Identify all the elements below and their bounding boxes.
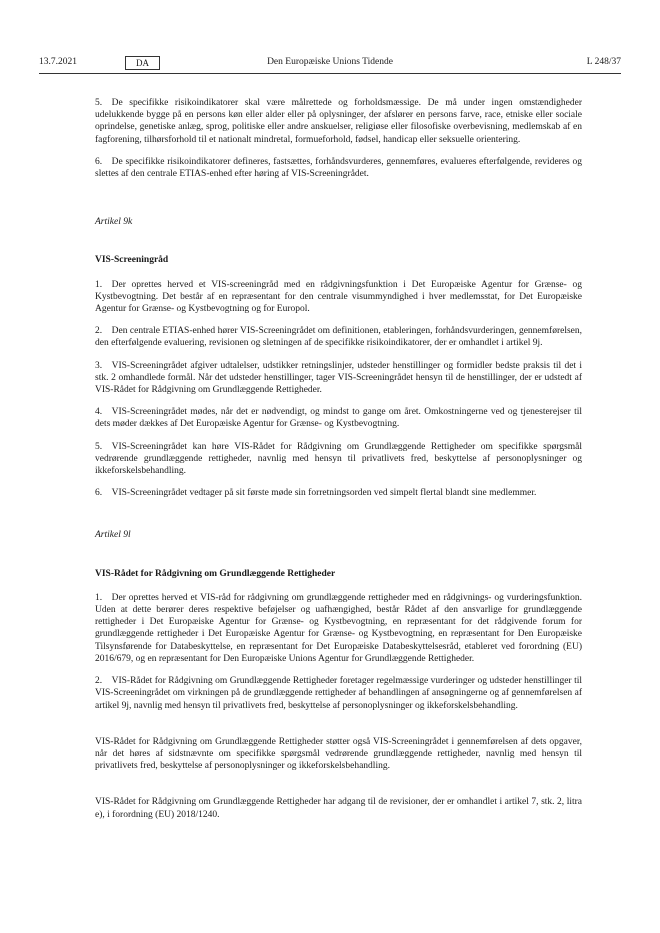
article-number-9k: Artikel 9k bbox=[95, 217, 133, 228]
publication-date: 13.7.2021 bbox=[39, 57, 77, 67]
page-number: L 248/37 bbox=[586, 57, 621, 67]
article-9k-paragraph-1: 1. Der oprettes herved et VIS-screeningråd med en rådgivningsfunktion i Det Europæiske Agentur for Grænse- og Kystbevogtning. Det består af en repræsentant for den centrale visummyndighed i hver medlemsstat, for Det Europæiske Agentur for Grænse- og Kystbevogtning og for Europol. bbox=[95, 279, 582, 315]
article-title-9k: VIS-Screeningråd bbox=[95, 255, 169, 266]
article-9k-paragraph-5: 5. VIS-Screeningrådet kan høre VIS-Rådet for Rådgivning om Grundlæggende Rettigheder om specifikke spørgsmål vedrørende grundlæggende rettigheder, navnlig med hensyn til privatlivets fred, beskyttelse af personoplysninger og ikkeforskelsbehandling. bbox=[95, 441, 582, 477]
article-9k-paragraph-6: 6. VIS-Screeningrådet vedtager på sit første møde sin forretningsorden ved simpelt flertal blandt sine medlemmer. bbox=[95, 488, 537, 499]
paragraph-5: 5. De specifikke risikoindikatorer skal være målrettede og forholdsmæssige. De må under ingen omstændigheder udelukkende bygge på en persons køn eller alder eller på oplysninger, der afslører en persons farve, race, etniske eller sociale oprindelse, genetiske anlæg, sprog, politiske eller andre anskuelser, religiøse eller filosofiske overbevisning, medlemskab af en fagforening, tilhørsforhold til et nationalt mindretal, formueforhold, fødsel, handicap eller seksuelle orientering. bbox=[95, 98, 582, 145]
page-header bbox=[39, 57, 621, 71]
article-number-9l: Artikel 9l bbox=[95, 530, 131, 541]
article-9k-paragraph-4: 4. VIS-Screeningrådet mødes, når det er nødvendigt, og mindst to gange om året. Omkostningerne ved og tjenesterejser til dets møder dækkes af Det Europæiske Agentur for Grænse- og Kystbevogtning. bbox=[95, 407, 582, 430]
article-9k-paragraph-2: 2. Den centrale ETIAS-enhed hører VIS-Screeningrådet om definitionen, etableringen, forhåndsvurderingen, gennemførelsen, den efterfølgende evaluering, revisionen og sletningen af de specifikke risikoindikatorer, der er omhandlet i artikel 9j. bbox=[95, 326, 582, 349]
article-9l-paragraph-2: 2. VIS-Rådet for Rådgivning om Grundlæggende Rettigheder foretager regelmæssige vurderinger og udsteder henstillinger til VIS-Screeningrådet om virkningen på de grundlæggende rettigheder af behandlingen af ansøgningerne og af gennemførelsen af artikel 9j, navnlig med hensyn til privatlivets fred, beskyttelse af personoplysninger og ikkeforskelsbehandling. bbox=[95, 676, 582, 711]
article-9k-paragraph-3: 3. VIS-Screeningrådet afgiver udtalelser, udstikker retningslinjer, udsteder henstillinger og formidler bedste praksis til det i stk. 2 omhandlede formål. Når det udsteder henstillinger, tager VIS-Screeningrådet hensyn til de henstillinger, der er udstedt af VIS-Rådet for Rådgivning om Grundlæggende Rettigheder. bbox=[95, 360, 582, 396]
article-9l-paragraph-3: VIS-Rådet for Rådgivning om Grundlæggende Rettigheder støtter også VIS-Screeningrådet i gennemførelsen af dets opgaver, når det høres af sidstnævnte om specifikke spørgsmål vedrørende grundlæggende rettigheder, navnlig med hensyn til privatlivets fred, beskyttelse af personoplysninger og ikkeforskelsbehandling. bbox=[95, 736, 582, 772]
journal-title: Den Europæiske Unions Tidende bbox=[267, 57, 393, 67]
article-9l-paragraph-4: VIS-Rådet for Rådgivning om Grundlæggende Rettigheder har adgang til de revisioner, der er omhandlet i artikel 7, stk. 2, litra e), i forordning (EU) 2018/1240. bbox=[95, 797, 582, 820]
language-badge: DA bbox=[125, 56, 160, 70]
article-title-9l: VIS-Rådet for Rådgivning om Grundlæggende Rettigheder bbox=[95, 568, 336, 579]
article-9l-paragraph-1: 1. Der oprettes herved et VIS-råd for rådgivning om grundlæggende rettigheder med en rådgivnings- og vurderingsfunktion. Uden at dette berører deres respektive beføjelser og uafhængighed, består Rådet af den ansvarlige for grundlæggende rettigheder i Det Europæiske Agentur for Grænse- og Kystbevogtning, en repræsentant for det rådgivende forum for grundlæggende rettigheder i Det Europæiske Agentur for Grænse- og Kystbevogtning, en repræsentant for Den Europæiske Tilsynsførende for Databeskyttelse, en repræsentant for Det Europæiske Databeskyttelsesråd, etableret ved forordning (EU) 2016/679, og en repræsentant for Den Europæiske Unions Agentur for Grundlæggende Rettigheder. bbox=[95, 592, 582, 664]
document-body bbox=[95, 97, 582, 821]
paragraph-6: 6. De specifikke risikoindikatorer defineres, fastsættes, forhåndsvurderes, gennemføres, evalueres efterfølgende, revideres og slettes af den centrale ETIAS-enhed efter høring af VIS-Screeningrådet. bbox=[95, 156, 582, 180]
header-rule bbox=[39, 73, 621, 74]
